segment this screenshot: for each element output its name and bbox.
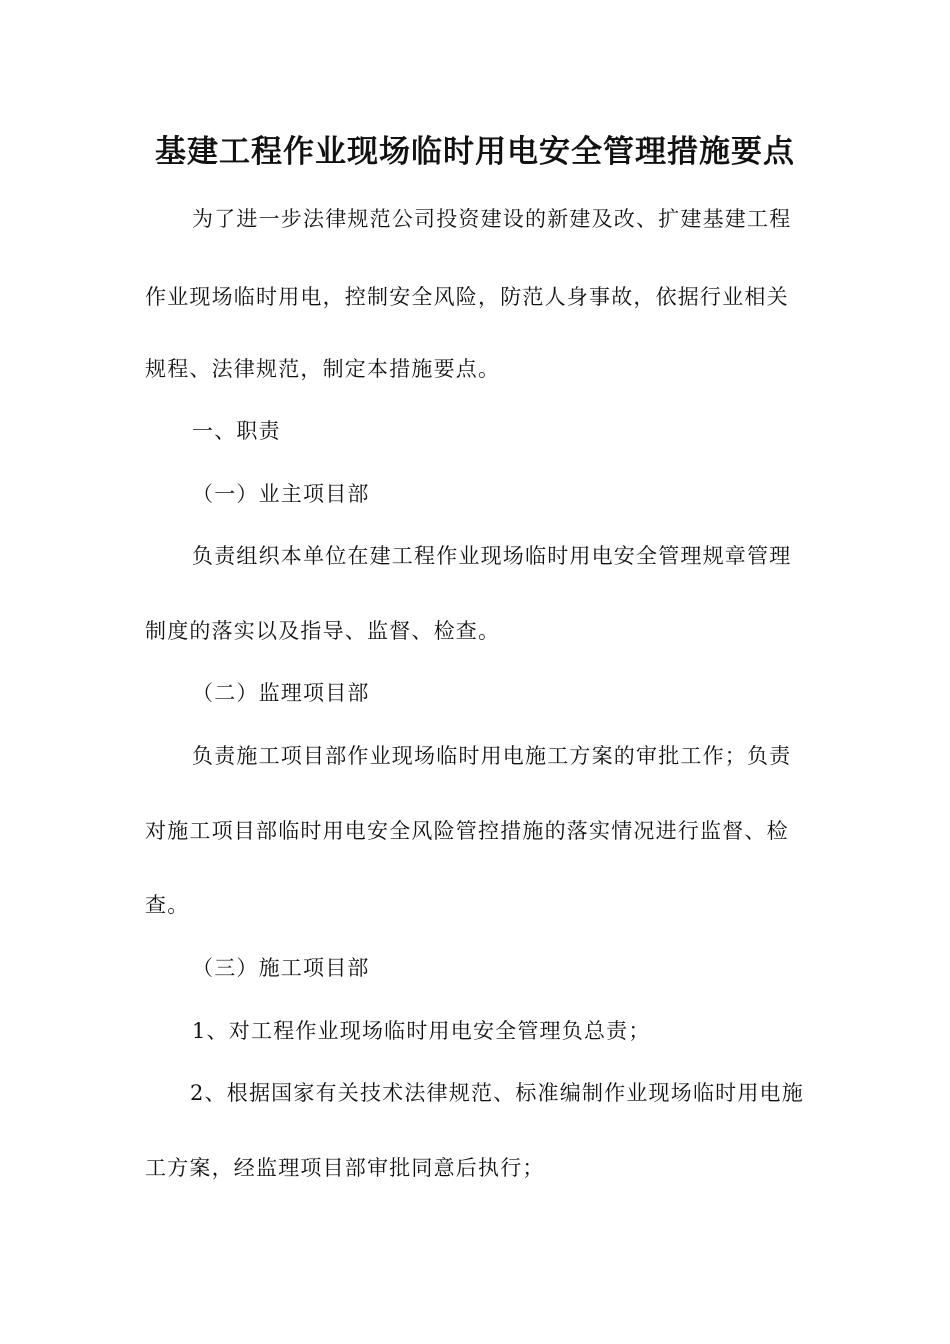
paragraph-owner-line-1: 负责组织本单位在建工程作业现场临时用电安全管理规章管理 bbox=[192, 544, 792, 568]
paragraph-supervision-line-1: 负责施工项目部作业现场临时用电施工方案的审批工作；负责 bbox=[192, 744, 792, 768]
list-item-2-line-2: 工方案，经监理项目部审批同意后执行； bbox=[145, 1156, 545, 1180]
subsection-heading-supervision: （二）监理项目部 bbox=[192, 681, 370, 705]
list-item-2-line-1: 2、根据国家有关技术法律规范、标准编制作业现场临时用电施 bbox=[190, 1081, 804, 1105]
subsection-heading-owner: （一）业主项目部 bbox=[192, 482, 370, 506]
paragraph-owner-line-2: 制度的落实以及指导、监督、检查。 bbox=[145, 619, 501, 643]
paragraph-intro-line-2: 作业现场临时用电，控制安全风险，防范人身事故，依据行业相关 bbox=[145, 285, 789, 309]
document-title: 基建工程作业现场临时用电安全管理措施要点 bbox=[155, 134, 795, 170]
paragraph-intro-line-3: 规程、法律规范，制定本措施要点。 bbox=[145, 357, 501, 381]
paragraph-supervision-line-2: 对施工项目部临时用电安全风险管控措施的落实情况进行监督、检 bbox=[145, 819, 789, 843]
paragraph-intro-line-1: 为了进一步法律规范公司投资建设的新建及改、扩建基建工程 bbox=[192, 207, 792, 231]
list-item-1: 1、对工程作业现场临时用电安全管理负总责； bbox=[192, 1019, 651, 1043]
subsection-heading-construction: （三）施工项目部 bbox=[192, 956, 370, 980]
section-heading-duties: 一、职责 bbox=[192, 419, 281, 443]
paragraph-supervision-line-3: 查。 bbox=[145, 893, 190, 917]
